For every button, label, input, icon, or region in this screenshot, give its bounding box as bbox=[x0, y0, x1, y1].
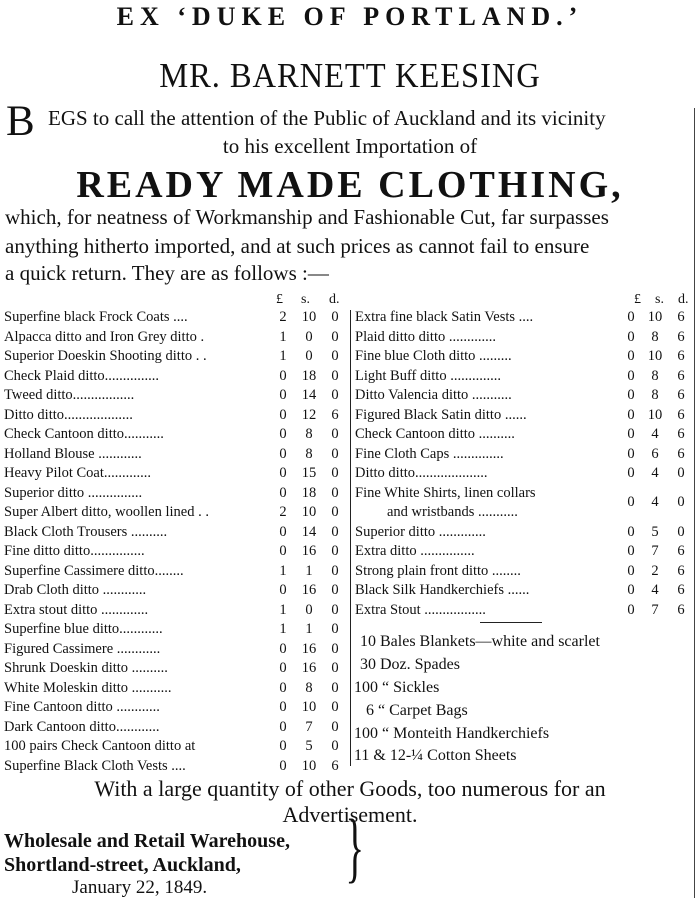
left-shillings: 16 bbox=[301, 660, 317, 676]
left-item-name: 100 pairs Check Cantoon ditto at bbox=[4, 738, 196, 754]
left-pence: 0 bbox=[331, 660, 339, 676]
left-shillings: 7 bbox=[305, 718, 313, 735]
left-pounds: 0 bbox=[279, 484, 287, 501]
left-pence: 0 bbox=[331, 679, 339, 696]
left-pence: 0 bbox=[331, 738, 339, 754]
right-pence: 6 bbox=[677, 328, 685, 345]
left-pounds: 1 bbox=[279, 328, 287, 345]
left-pence: 0 bbox=[331, 718, 339, 735]
right-shillings: 4 bbox=[651, 465, 659, 481]
right-item-name: Strong plain front ditto ........ bbox=[355, 562, 521, 579]
address-brace: } bbox=[345, 803, 365, 890]
right-shillings: 8 bbox=[651, 328, 659, 345]
left-pounds: 0 bbox=[279, 640, 287, 657]
left-shillings: 8 bbox=[305, 679, 313, 696]
left-pounds: 2 bbox=[279, 504, 287, 520]
left-shillings: 5 bbox=[305, 738, 313, 754]
right-row bbox=[0, 562, 700, 582]
right-item-name: Black Silk Handkerchiefs ...... bbox=[355, 582, 530, 598]
right-shillings: 10 bbox=[647, 406, 663, 423]
left-row bbox=[0, 718, 700, 738]
right-shillings: 5 bbox=[651, 523, 659, 540]
right-row bbox=[0, 308, 700, 328]
right-shillings: 7 bbox=[651, 601, 659, 618]
left-item-name: Ditto ditto................... bbox=[4, 406, 133, 423]
right-pounds: 0 bbox=[627, 582, 635, 598]
right-row bbox=[0, 386, 700, 406]
right-item-name: Check Cantoon ditto .......... bbox=[355, 426, 515, 442]
right-pounds: 0 bbox=[627, 445, 635, 462]
right-pounds: 0 bbox=[627, 543, 635, 559]
right-pounds: 0 bbox=[627, 367, 635, 384]
left-shillings: 18 bbox=[301, 484, 317, 501]
left-pounds: 0 bbox=[279, 699, 287, 715]
right-shillings: 8 bbox=[651, 387, 659, 403]
left-item-name: Drab Cloth ditto ............ bbox=[4, 582, 147, 598]
left-item-name: Super Albert ditto, woollen lined . . bbox=[4, 504, 209, 520]
left-item-name: Holland Blouse ............ bbox=[4, 445, 142, 462]
right-item-name: Extra ditto ............... bbox=[355, 543, 475, 559]
right-row bbox=[0, 445, 700, 465]
left-shillings: 16 bbox=[301, 582, 317, 598]
right-pounds: 0 bbox=[627, 426, 635, 442]
goods-line-1: With a large quantity of other Goods, too numerous for an bbox=[94, 776, 606, 801]
intro-line-2: to his excellent Importation of bbox=[222, 134, 478, 158]
left-shillings: 10 bbox=[301, 504, 317, 520]
left-row bbox=[0, 737, 700, 757]
right-row bbox=[0, 523, 700, 543]
left-pence: 0 bbox=[331, 699, 339, 715]
left-item-name: Fine Cantoon ditto ............ bbox=[4, 699, 160, 715]
left-pence: 0 bbox=[331, 504, 339, 520]
right-pence: 6 bbox=[677, 309, 685, 325]
left-shillings: 10 bbox=[301, 757, 317, 774]
left-pounds: 0 bbox=[279, 718, 287, 735]
drop-cap: B bbox=[6, 98, 35, 145]
right-pounds: 0 bbox=[627, 494, 635, 511]
right-item-name: Superior ditto ............. bbox=[355, 523, 486, 540]
left-item-name: Superfine blue ditto............ bbox=[4, 621, 163, 637]
misc-goods-item: 100 “ Monteith Handkerchiefs bbox=[354, 725, 550, 742]
left-row bbox=[0, 679, 700, 699]
right-shillings: 4 bbox=[651, 494, 659, 511]
right-item-name-cont: and wristbands ........... bbox=[387, 504, 518, 520]
left-shillings: 8 bbox=[305, 426, 313, 442]
right-pence: 6 bbox=[677, 367, 685, 384]
left-pence: 0 bbox=[331, 367, 339, 384]
left-shillings: 14 bbox=[301, 387, 317, 403]
left-pounds: 0 bbox=[279, 406, 287, 423]
left-pence: 0 bbox=[331, 601, 339, 618]
right-pence: 6 bbox=[677, 543, 685, 559]
right-row bbox=[0, 484, 700, 523]
goods-line-2: Advertisement. bbox=[282, 802, 418, 827]
left-pounds: 0 bbox=[279, 426, 287, 442]
ship-heading: EX ‘DUKE OF PORTLAND.’ bbox=[116, 2, 584, 31]
left-shillings: 10 bbox=[301, 699, 317, 715]
left-pence: 0 bbox=[331, 562, 339, 579]
left-pounds: 1 bbox=[279, 562, 287, 579]
right-shillings: 10 bbox=[647, 309, 663, 325]
right-item-name: Ditto Valencia ditto ........... bbox=[355, 387, 512, 403]
page-edge bbox=[694, 108, 695, 898]
left-shillings: 14 bbox=[301, 523, 317, 540]
right-pence: 6 bbox=[677, 601, 685, 618]
left-pounds: 1 bbox=[279, 348, 287, 364]
left-pounds: 0 bbox=[279, 757, 287, 774]
left-shillings: 18 bbox=[301, 367, 317, 384]
left-pence: 0 bbox=[331, 348, 339, 364]
left-shillings: 0 bbox=[305, 601, 313, 618]
left-pence: 0 bbox=[331, 484, 339, 501]
left-row bbox=[0, 659, 700, 679]
left-shillings: 16 bbox=[301, 543, 317, 559]
left-item-name: White Moleskin ditto ........... bbox=[4, 679, 172, 696]
right-item-name: Figured Black Satin ditto ...... bbox=[355, 406, 527, 423]
right-pence: 6 bbox=[677, 445, 685, 462]
left-pence: 0 bbox=[331, 426, 339, 442]
body-line-3: a quick return. They are as follows :— bbox=[5, 261, 329, 285]
right-pence-header: d. bbox=[678, 292, 689, 307]
right-pounds: 0 bbox=[627, 348, 635, 364]
right-pence: 6 bbox=[677, 582, 685, 598]
right-pence: 0 bbox=[677, 494, 685, 511]
left-item-name: Figured Cassimere ............ bbox=[4, 640, 161, 657]
right-pounds: 0 bbox=[627, 309, 635, 325]
left-pence-header: d. bbox=[329, 292, 340, 307]
right-shillings: 6 bbox=[651, 445, 659, 462]
left-item-name: Fine ditto ditto............... bbox=[4, 543, 145, 559]
left-pounds: 0 bbox=[279, 465, 287, 481]
misc-goods-item: 100 “ Sickles bbox=[354, 679, 440, 696]
right-row bbox=[0, 542, 700, 562]
right-shillings: 10 bbox=[647, 348, 663, 364]
right-pounds: 0 bbox=[627, 601, 635, 618]
right-pounds: 0 bbox=[627, 328, 635, 345]
left-pence: 0 bbox=[331, 465, 339, 481]
left-pound-header: £ bbox=[276, 292, 283, 307]
right-shillings: 7 bbox=[651, 543, 659, 559]
right-pounds: 0 bbox=[627, 562, 635, 579]
misc-goods-item: 6 “ Carpet Bags bbox=[366, 702, 468, 719]
right-pounds: 0 bbox=[627, 465, 635, 481]
right-pence: 0 bbox=[677, 523, 685, 540]
left-item-name: Tweed ditto................. bbox=[4, 387, 135, 403]
left-pence: 0 bbox=[331, 621, 339, 637]
body-line-2: anything hitherto imported, and at such prices as cannot fail to ensure bbox=[5, 234, 590, 258]
right-row bbox=[0, 425, 700, 445]
right-pence: 6 bbox=[677, 426, 685, 442]
left-item-name: Check Plaid ditto............... bbox=[4, 367, 160, 384]
right-item-name: Extra Stout ................. bbox=[355, 601, 486, 618]
left-shillings: 1 bbox=[305, 562, 313, 579]
right-pence: 6 bbox=[677, 387, 685, 403]
left-shillings: 8 bbox=[305, 445, 313, 462]
left-item-name: Black Cloth Trousers .......... bbox=[4, 523, 168, 540]
right-item-name: Fine White Shirts, linen collars bbox=[355, 484, 536, 501]
right-shillings: 2 bbox=[651, 562, 659, 579]
merchant-name: MR. BARNETT KEESING bbox=[159, 56, 541, 95]
intro-line-1: EGS to call the attention of the Public of Auckland and its vicinity bbox=[48, 106, 606, 130]
left-item-name: Heavy Pilot Coat............. bbox=[4, 465, 152, 481]
right-item-name: Plaid ditto ditto ............. bbox=[355, 328, 496, 345]
left-pence: 0 bbox=[331, 445, 339, 462]
left-shillings: 12 bbox=[301, 406, 317, 423]
left-pounds: 2 bbox=[279, 309, 287, 325]
left-pounds: 0 bbox=[279, 660, 287, 676]
left-pence: 0 bbox=[331, 387, 339, 403]
body-line-1: which, for neatness of Workmanship and Fashionable Cut, far surpasses bbox=[5, 205, 609, 229]
left-pounds: 0 bbox=[279, 738, 287, 754]
left-item-name: Superior Doeskin Shooting ditto . . bbox=[4, 348, 207, 364]
left-pence: 0 bbox=[331, 309, 339, 325]
date-line: January 22, 1849. bbox=[72, 877, 208, 898]
left-item-name: Dark Cantoon ditto............ bbox=[4, 718, 160, 735]
left-item-name: Alpacca ditto and Iron Grey ditto . bbox=[4, 328, 205, 345]
left-item-name: Superfine black Frock Coats .... bbox=[4, 309, 188, 325]
left-shillings: 1 bbox=[305, 621, 313, 637]
left-pence: 0 bbox=[331, 328, 339, 345]
right-row bbox=[0, 601, 700, 621]
right-row bbox=[0, 406, 700, 426]
left-shilling-header: s. bbox=[301, 292, 310, 307]
misc-goods-item: 10 Bales Blankets—white and scarlet bbox=[360, 633, 600, 650]
left-pounds: 0 bbox=[279, 679, 287, 696]
right-row bbox=[0, 367, 700, 387]
right-row bbox=[0, 464, 700, 484]
left-pence: 0 bbox=[331, 582, 339, 598]
misc-goods-item: 11 & 12-¼ Cotton Sheets bbox=[354, 747, 517, 764]
left-item-name: Shrunk Doeskin ditto .......... bbox=[4, 660, 168, 676]
left-item-name: Check Cantoon ditto........... bbox=[4, 426, 164, 442]
left-pence: 0 bbox=[331, 523, 339, 540]
left-pence: 6 bbox=[331, 757, 339, 774]
left-shillings: 0 bbox=[305, 328, 313, 345]
right-shillings: 8 bbox=[651, 367, 659, 384]
right-item-name: Extra fine black Satin Vests .... bbox=[355, 309, 534, 325]
right-pounds: 0 bbox=[627, 406, 635, 423]
right-row bbox=[0, 347, 700, 367]
right-shillings: 4 bbox=[651, 426, 659, 442]
left-pounds: 0 bbox=[279, 543, 287, 559]
left-shillings: 10 bbox=[301, 309, 317, 325]
right-pence: 6 bbox=[677, 406, 685, 423]
right-item-name: Fine Cloth Caps .............. bbox=[355, 445, 504, 462]
left-pence: 0 bbox=[331, 543, 339, 559]
left-pounds: 0 bbox=[279, 367, 287, 384]
left-pounds: 1 bbox=[279, 621, 287, 637]
right-item-name: Light Buff ditto .............. bbox=[355, 367, 501, 384]
right-pounds: 0 bbox=[627, 523, 635, 540]
left-pence: 6 bbox=[331, 406, 339, 423]
left-shillings: 15 bbox=[301, 465, 317, 481]
left-pounds: 0 bbox=[279, 445, 287, 462]
right-shilling-header: s. bbox=[655, 292, 664, 307]
misc-goods-item: 30 Doz. Spades bbox=[360, 656, 460, 673]
left-pounds: 0 bbox=[279, 523, 287, 540]
left-pounds: 1 bbox=[279, 601, 287, 618]
left-pence: 0 bbox=[331, 640, 339, 657]
address-line-1: Wholesale and Retail Warehouse, bbox=[4, 830, 290, 852]
right-item-name: Fine blue Cloth ditto ......... bbox=[355, 348, 512, 364]
right-item-name: Ditto ditto.................... bbox=[355, 465, 488, 481]
left-pounds: 0 bbox=[279, 387, 287, 403]
left-pounds: 0 bbox=[279, 582, 287, 598]
address-line-2: Shortland-street, Auckland, bbox=[4, 854, 241, 876]
left-item-name: Extra stout ditto ............. bbox=[4, 601, 149, 618]
left-row bbox=[0, 757, 700, 777]
left-item-name: Superior ditto ............... bbox=[4, 484, 143, 501]
right-row bbox=[0, 581, 700, 601]
right-pounds: 0 bbox=[627, 387, 635, 403]
right-shillings: 4 bbox=[651, 582, 659, 598]
left-item-name: Superfine Black Cloth Vests .... bbox=[4, 757, 186, 774]
left-item-name: Superfine Cassimere ditto........ bbox=[4, 562, 184, 579]
left-shillings: 0 bbox=[305, 348, 313, 364]
headline: READY MADE CLOTHING, bbox=[76, 164, 624, 206]
right-row bbox=[0, 328, 700, 348]
right-pence: 6 bbox=[677, 348, 685, 364]
left-row bbox=[0, 698, 700, 718]
right-pound-header: £ bbox=[634, 292, 641, 307]
left-shillings: 16 bbox=[301, 640, 317, 657]
right-pence: 6 bbox=[677, 562, 685, 579]
right-pence: 0 bbox=[677, 465, 685, 481]
